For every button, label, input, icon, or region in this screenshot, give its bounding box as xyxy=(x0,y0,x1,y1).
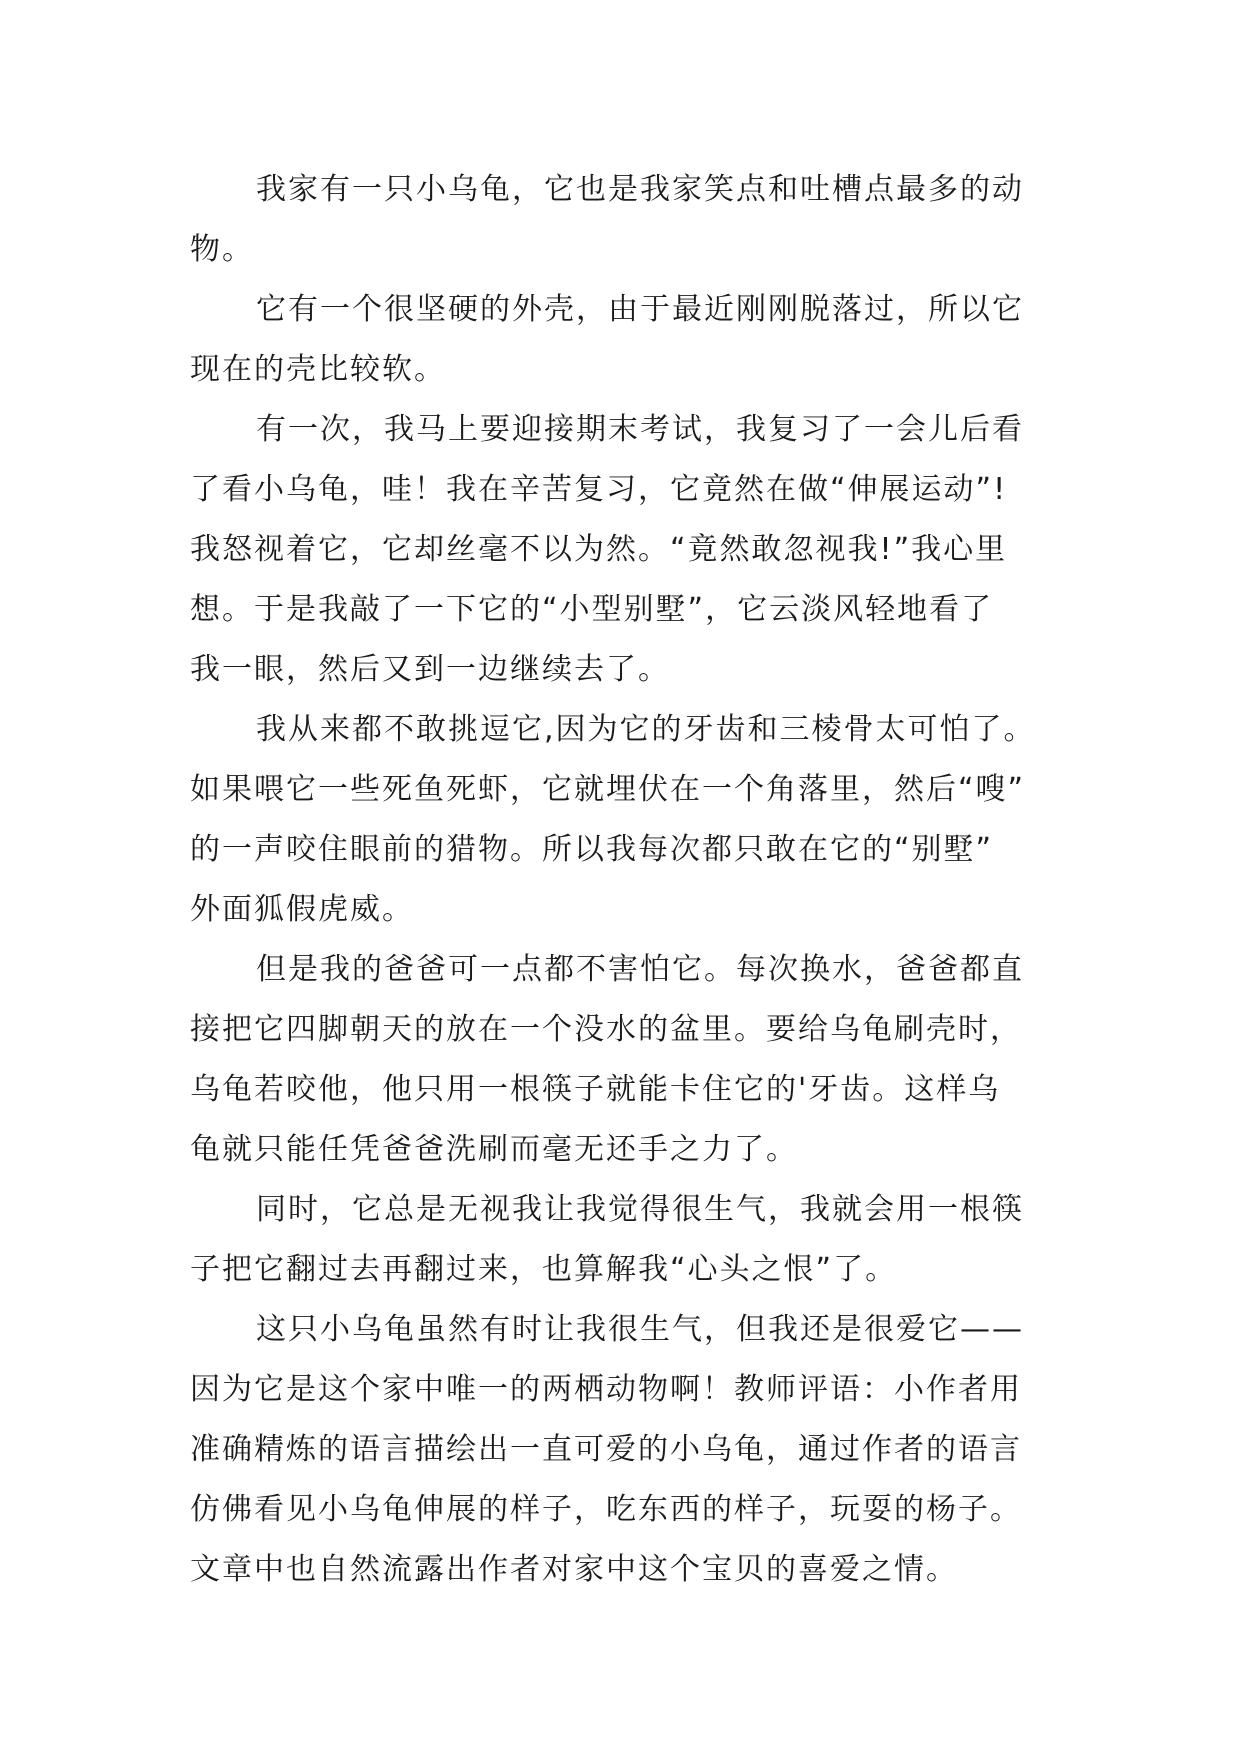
paragraph-6-line-2: 子把它翻过去再翻过来，也算解我“心头之恨”了。 xyxy=(190,1252,898,1287)
paragraph-5-line-4: 龟就只能任凭爸爸洗刷而毫无还手之力了。 xyxy=(190,1132,798,1167)
paragraph-1-line-1: 我家有一只小乌龟，它也是我家笑点和吐槽点最多的动 xyxy=(256,172,1024,207)
paragraph-3-line-1: 有一次，我马上要迎接期末考试，我复习了一会儿后看 xyxy=(256,412,1024,447)
paragraph-6-line-1: 同时，它总是无视我让我觉得很生气，我就会用一根筷 xyxy=(256,1192,1024,1227)
paragraph-3-line-2: 了看小乌龟，哇！我在辛苦复习，它竟然在做“伸展运动”! xyxy=(190,472,1008,507)
paragraph-5-line-3: 乌龟若咬他，他只用一根筷子就能卡住它的'牙齿。这样乌 xyxy=(190,1072,1001,1107)
paragraph-3-line-5: 我一眼，然后又到一边继续去了。 xyxy=(190,652,670,687)
paragraph-3-line-4: 想。于是我敲了一下它的“小型别墅”，它云淡风轻地看了 xyxy=(190,592,994,627)
paragraph-4-line-3: 的一声咬住眼前的猎物。所以我每次都只敢在它的“别墅” xyxy=(190,832,994,867)
paragraph-3-line-3: 我怒视着它，它却丝毫不以为然。“竟然敢忽视我!”我心里 xyxy=(190,532,1008,567)
paragraph-7-line-3: 准确精炼的语言描绘出一直可爱的小乌龟，通过作者的语言 xyxy=(190,1432,1022,1467)
paragraph-4-line-2: 如果喂它一些死鱼死虾，它就埋伏在一个角落里，然后“嗖” xyxy=(190,772,1026,807)
paragraph-2-line-2: 现在的壳比较软。 xyxy=(190,352,446,387)
paragraph-7-line-5: 文章中也自然流露出作者对家中这个宝贝的喜爱之情。 xyxy=(190,1552,958,1587)
paragraph-4-line-4: 外面狐假虎威。 xyxy=(190,892,414,927)
paragraph-7-line-4: 仿佛看见小乌龟伸展的样子，吃东西的样子，玩耍的杨子。 xyxy=(190,1492,1022,1527)
paragraph-4-line-1: 我从来都不敢挑逗它,因为它的牙齿和三棱骨太可怕了。 xyxy=(256,712,1036,747)
essay-body xyxy=(190,160,1070,1600)
paragraph-1-line-2: 物。 xyxy=(190,232,254,267)
paragraph-5-line-1: 但是我的爸爸可一点都不害怕它。每次换水，爸爸都直 xyxy=(256,952,1024,987)
paragraph-2-line-1: 它有一个很坚硬的外壳，由于最近刚刚脱落过，所以它 xyxy=(256,292,1024,327)
paragraph-5-line-2: 接把它四脚朝天的放在一个没水的盆里。要给乌龟刷壳时， xyxy=(190,1012,1022,1047)
paragraph-7-line-2: 因为它是这个家中唯一的两栖动物啊！教师评语：小作者用 xyxy=(190,1372,1022,1407)
paragraph-7-line-1: 这只小乌龟虽然有时让我很生气，但我还是很爱它—— xyxy=(256,1312,1024,1347)
